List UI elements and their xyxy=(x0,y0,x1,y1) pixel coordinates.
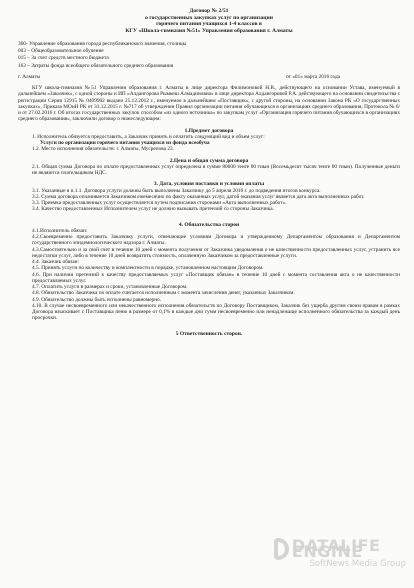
watermark-brand: DATALIFE ENGINE xyxy=(291,535,381,561)
contract-customer-line: КГУ «Школа-гимназия №51» Управления образования г. Алматы xyxy=(125,27,293,34)
section-title: 5 Ответственность сторон. xyxy=(175,330,243,337)
section-title: 2.Цена и общая сумма договора xyxy=(169,157,249,164)
contract-number: Договор № 2/51 xyxy=(189,8,229,14)
watermark-sub: SoftNews Media Group xyxy=(309,559,406,569)
section-title: 3. Дата, условия поставки и условия оплаты xyxy=(153,181,265,188)
clause: 4.7. Оплатить услуги в размерах и сроки, установленные Договором. xyxy=(32,284,188,291)
budget-code: 360- Управление образования города республиканского значения, столицы xyxy=(18,41,187,47)
clause: 4.9. Обязательство должны быть исполнены равномерно. xyxy=(32,296,162,303)
clause: 4.8. Обязательство Заказчика по оплате считается исполненным с момента зачисления денег, указанных Заказчиком. xyxy=(32,290,295,297)
clause: 3.1. Указанные в п.1.1. Договора услуги должны быть выполнены Заказчику до 5 апреля 2016 г. до подведения итогов конкурса. xyxy=(32,187,321,194)
contract-place: г. Алматы xyxy=(18,73,41,80)
clause: 4.4. Заказчик обязан: xyxy=(32,259,79,266)
section-title: 1.Предмет договора xyxy=(184,127,234,134)
budget-codes xyxy=(18,41,400,70)
contract-date: от «01» марта 2016 года xyxy=(286,73,340,80)
section-title: 4. Обязательства сторон xyxy=(178,221,240,228)
contract-subject-line: о государственных закупках услуг по организации xyxy=(145,14,273,21)
clause: 2.1. Общая сумма Договора по оплате предоставленных услуг определена в сумме 80000 тенге 00 тиын (Восемьдесят тысяч тенге 00 тиын). Полученные деньги не являются плательщиком НДС. xyxy=(32,163,400,177)
clause: 4.2.Своевременно предоставить Заказчику услуги, отвечающие условиям Договора и утвержденному Департаментом образования и Департаментом государственного эпидемиологического надзора г. Алматы. xyxy=(32,234,400,247)
contract-header xyxy=(18,8,400,34)
preamble: КГУ школа-гимназия №51 Управления образования г. Алматы в лице директора Филимоновой Н.В., действующего на основании Устава, именуемый в дальнейшем «Заказчик», с одной стороны и ИП «Алдангорова Рымкеш Алмадиновна» в лице директора Алдангоровой Р.А. действующего на основании свидетельства с регистрации Серия 12915 № 0409902 выдано 25.12.2012 г., именуемое в дальнейшем «Поставщик», с другой стороны, на основании Закона РК «О государственных закупках», Приказа МОиН РК от 31.12.2015 г. №717 об утверждении Правил организации питания обучающихся в организациях среднего образования, Протокола № 6/н от 27.02.2016 г. Об итогах государственных закупок способом «из одного источника» по закупкам услуг «Организация горячего питания обучающихся в организациях среднего образования», заключили договор о нижеследующем: xyxy=(18,85,400,123)
watermark-logo xyxy=(274,535,406,561)
datalife-logo-icon xyxy=(274,538,289,560)
watermark xyxy=(274,535,406,582)
clause: 3.4. Качество предоставленных Исполнителем услуг не должно вызывать претензий со стороны Заказчика. xyxy=(32,206,274,213)
contract-subject-line: горячего питания учащихся 1-4 классов в xyxy=(156,21,262,27)
clause: 4.6. При наличии претензий к качеству предоставляемых услуг «Поставщик обязан» в течение 10 дней с момента составления акта о не качественности предоставляемых услуг. xyxy=(32,271,400,284)
budget-code: 015 – За счет средств местного бюджета xyxy=(18,55,109,62)
clause: 4.1.Исполнитель обязан: xyxy=(32,227,88,234)
clause: 4.10. В случае несвоевременного или некачественного исполнения обязательств по Договору Поставщиком, Заказчик без ущерба другим своим правам в рамках Договора взыскивает с Поставщика пеню в размере от 0,1% в каждые дни сумм несвоевременно или ненадлежаще исполненного обязательства за каждый день просрочки. xyxy=(32,302,400,322)
clause: 4.5. Принять услуги по количеству и комплектности в порядке, установленном настоящим Договором. xyxy=(32,265,264,272)
place-date-row xyxy=(18,74,400,80)
clause: 1. Исполнитель обязуется предоставить, а Заказчик принять и оплатить следующий вид и объем услуг: xyxy=(32,133,265,140)
clause: 1.2. Место исполнения обязательств: г. Алматы, Мусрепова 23. xyxy=(32,146,174,153)
service-name: Услуги по организации горячего питания учащихся из фонда всеобуча xyxy=(40,140,210,147)
budget-code: 163 – Затраты фонда всеобщего обязательного среднего образования xyxy=(18,62,174,69)
clause: 3.2. Сумма договора оплачивается Заказчиком ежемесячно по факту оказанных услуг, датой оказания услуг является дата акта выполненных работ. xyxy=(32,193,365,200)
budget-code: 003 – Общеобразовательное обучение xyxy=(18,48,104,55)
clause: 3.3. Приемка предоставленных услуг осуществляется путем подписания сторонами «Акта выполненных работ». xyxy=(32,200,287,207)
clause: 4.3.Самостоятельно и за свой счет в течение 10 дней с момента получения от Заказчика уведомления о не качественности предоставленных услуг, устранить все недостатки услуг, либо в течение 10 дней возвратить стоимость, оплаченную Заказчиком за предоставленные услуги. xyxy=(32,246,400,259)
